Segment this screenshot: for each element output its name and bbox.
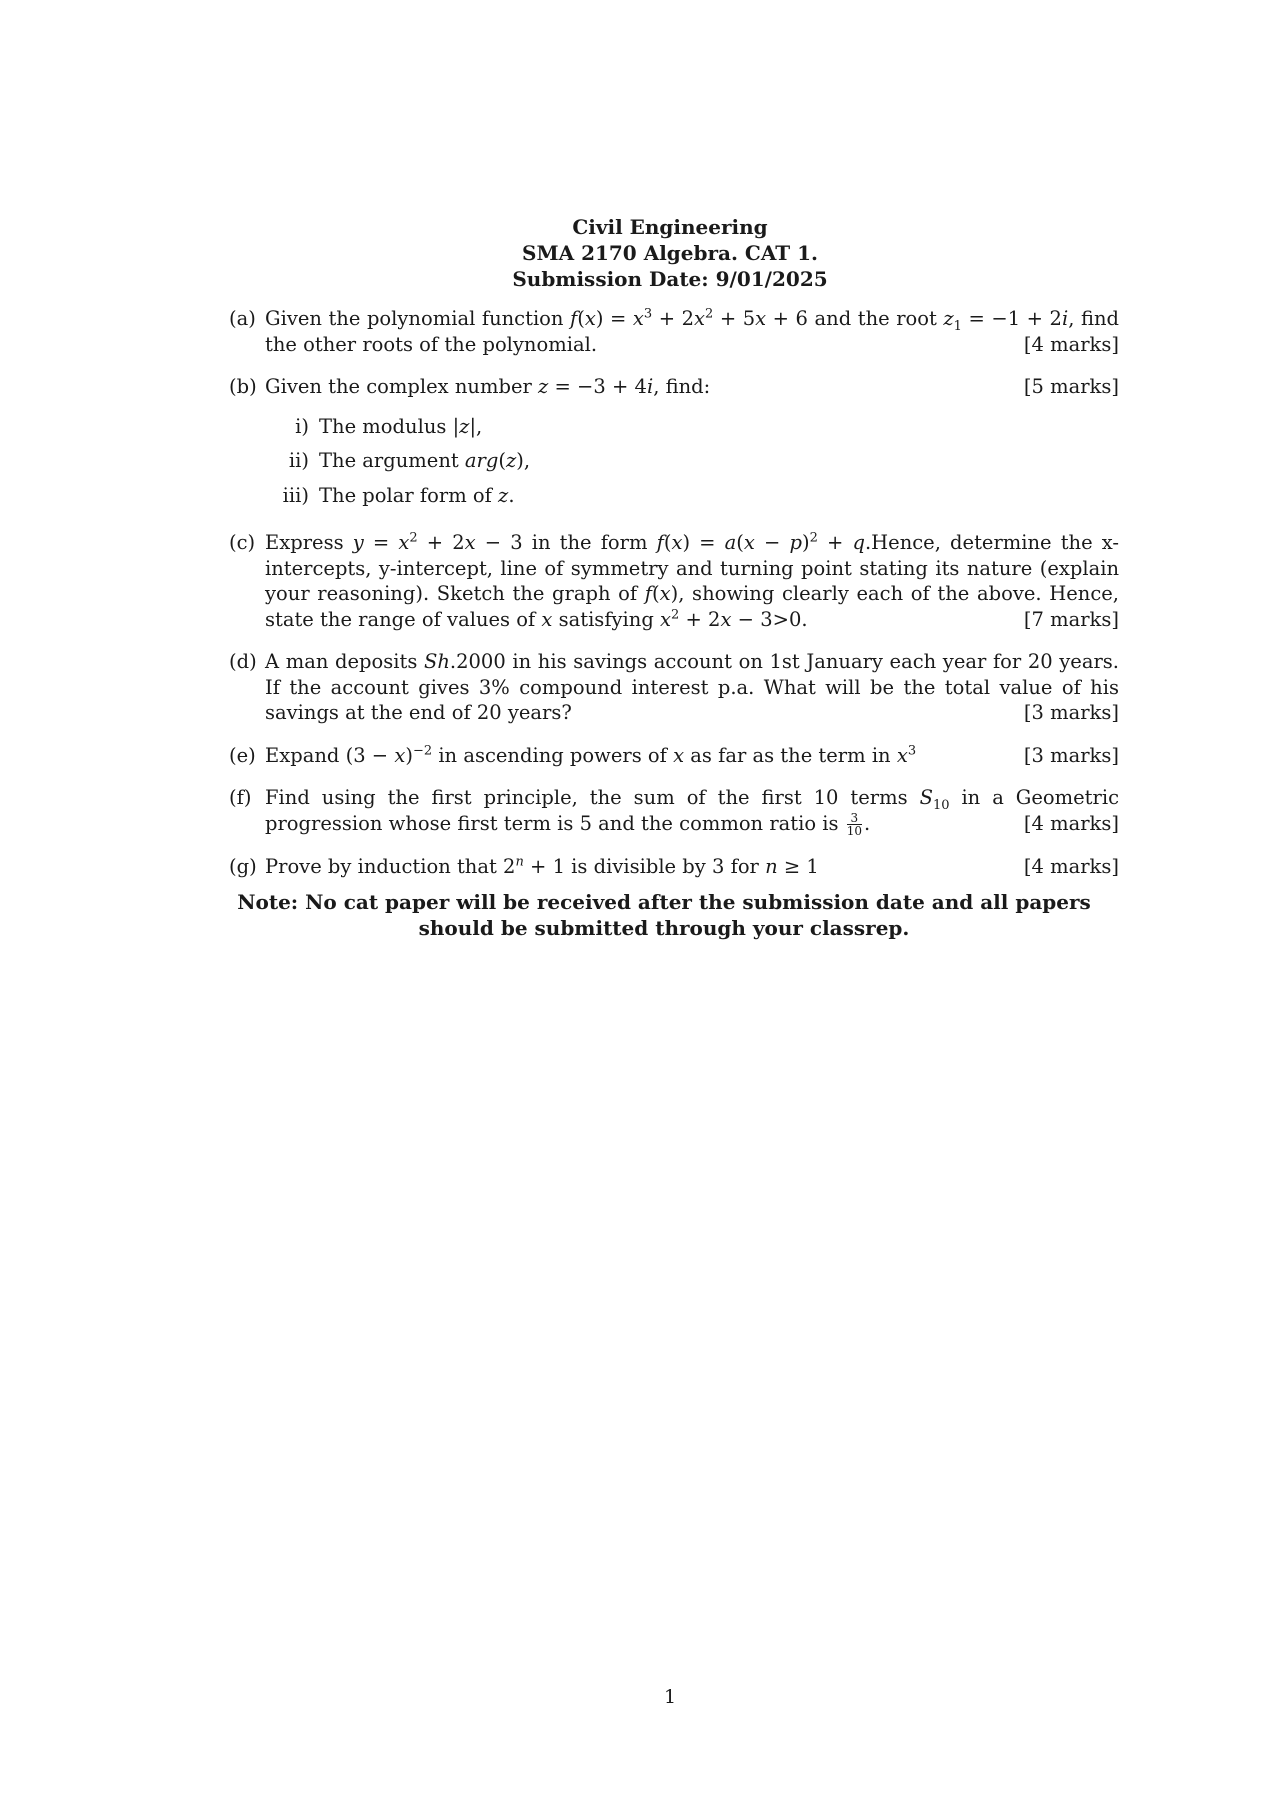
question-text: Given the polynomial function $f(x) = x^3 + 2x^2 + 5x + 6$ and the root $z_1 = -1 + 2i$, find the other roots of the polynomial. <box>265 306 1119 356</box>
question-marks: [4 marks] <box>1023 332 1119 356</box>
question-d <box>229 649 1119 726</box>
submission-date: Submission Date: 9/01/2025 <box>512 267 828 291</box>
question-b <box>229 374 1119 508</box>
question-label: (d) <box>229 650 257 673</box>
question-text: Prove by induction that $2^n + 1$ is divisible by 3 for n ≥ 1 [4 marks] <box>265 854 1119 878</box>
question-marks: [7 marks] <box>1023 607 1119 631</box>
question-text: Given the complex number z = −3 + 4i, find: [5 marks] <box>265 375 1119 398</box>
question-g <box>229 854 1119 880</box>
question-label: (c) <box>229 531 256 554</box>
question-text: A man deposits Sh.2000 in his savings account on 1st January each year for 20 years. If the account gives 3% compound interest p.a. What will be the total value of his savings at the end of 20 years? [3 marks] <box>265 650 1119 724</box>
question-marks: [4 marks] <box>1023 811 1119 835</box>
question-a <box>229 306 1119 357</box>
question-label: (g) <box>229 854 257 878</box>
page-number: 1 <box>663 1686 677 1708</box>
question-e <box>229 743 1119 769</box>
document-header <box>0 214 1280 292</box>
question-label: (a) <box>229 307 256 330</box>
common-ratio-fraction: $\frac{3}{10}$ <box>846 810 862 838</box>
subquestion: iii) The polar form of z. <box>282 483 515 507</box>
subquestion: ii) The argument arg(z), <box>288 449 531 472</box>
question-text: Express $y = x^2 + 2x - 3$ in the form $f(x) = a(x - p)^2$ + q.Hence, determine the x-intercepts, y-intercept, line of symmetry and turning point stating its nature (explain your reasoning). Sketch the graph of f(x), showing clearly each of the above. Hence, state the range of values of x satisfying $x^2 + 2x - 3>0$. [7 marks] <box>265 530 1120 631</box>
course-title: SMA 2170 Algebra. CAT 1. <box>522 241 818 265</box>
subquestion: i) The modulus |z|, <box>295 414 483 438</box>
question-label: (b) <box>229 375 257 398</box>
department-title: Civil Engineering <box>572 215 768 239</box>
question-marks: [3 marks] <box>1023 701 1119 724</box>
question-marks: [3 marks] <box>1023 743 1119 767</box>
questions-list <box>229 306 1119 896</box>
question-c <box>229 530 1119 632</box>
question-marks: [5 marks] <box>1023 375 1119 398</box>
subquestion-list <box>273 414 1119 509</box>
submission-note: Note: No cat paper will be received after the submission date and all papers should be submitted through your classrep. <box>237 890 1091 940</box>
question-label: (e) <box>229 743 256 767</box>
question-text: Expand $(3 - x)^{-2}$ in ascending powers of x as far as the term in $x^3$ [3 marks] <box>265 743 1119 767</box>
question-label: (f) <box>229 786 252 809</box>
question-text: Find using the first principle, the sum of the first 10 terms $S_{10}$ in a Geometric progression whose first term is 5 and the common ratio is $\frac{3}{10}$ . [4 marks] <box>265 786 1119 838</box>
question-marks: [4 marks] <box>1023 854 1119 878</box>
question-f <box>229 785 1119 837</box>
